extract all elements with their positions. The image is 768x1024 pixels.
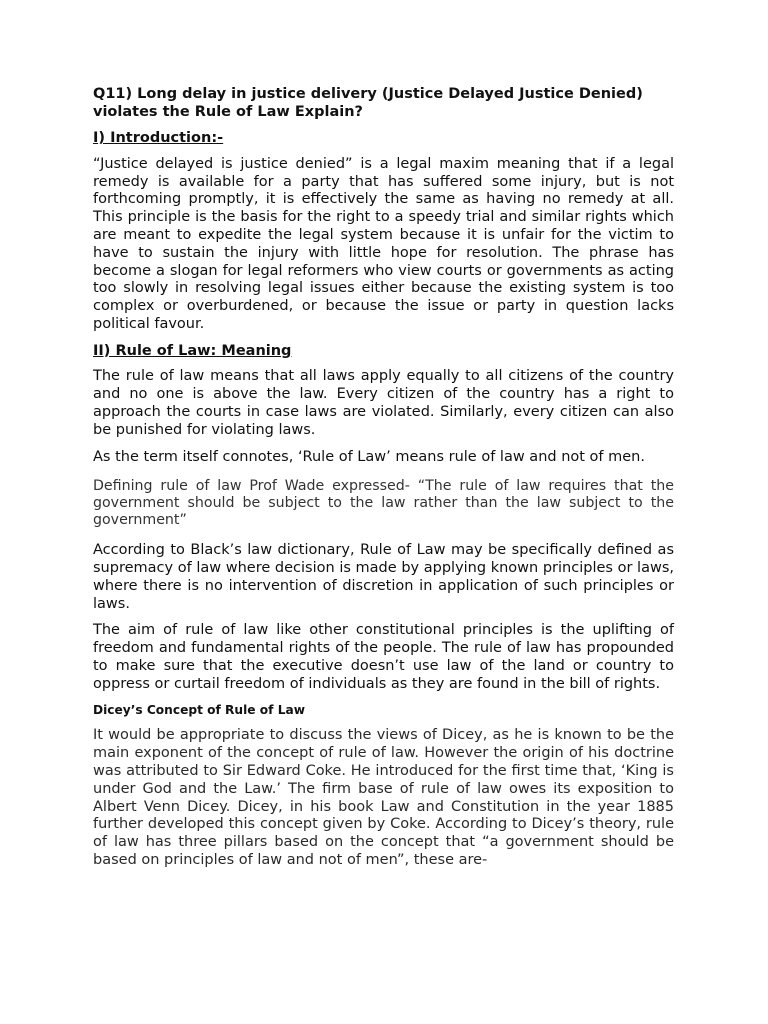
document-page: [93, 86, 674, 879]
rule-of-law-paragraph-1: The rule of law means that all laws apply equally to all citizens of the country and no one is above the law. Every citizen of the country has a right to approach the courts in case laws are violated. Similarly, every citizen can also be punished for violating laws.: [93, 368, 674, 438]
section-heading-rule-of-law-meaning: II) Rule of Law: Meaning: [93, 342, 292, 359]
dicey-concept-paragraph: It would be appropriate to discuss the views of Dicey, as he is known to be the main exponent of the concept of rule of law. However the origin of his doctrine was attributed to Sir Edward Coke. He introduced for the first time that, ‘King is under God and the Law.’ The firm base of rule of law owes its exposition to Albert Venn Dicey. Dicey, in his book Law and Constitution in the year 1885 further developed this concept given by Coke. According to Dicey’s theory, rule of law has three pillars based on the concept that “a government should be based on principles of law and not of men”, these are-: [93, 727, 674, 869]
blacks-dictionary-paragraph: According to Black’s law dictionary, Rule of Law may be specifically defined as supremacy of law where decision is made by applying known principles or laws, where there is no intervention of discretion in application of such principles or laws.: [93, 542, 674, 612]
dicey-concept-heading: Dicey’s Concept of Rule of Law: [93, 703, 305, 718]
introduction-paragraph: “Justice delayed is justice denied” is a legal maxim meaning that if a legal remedy is available for a party that has suffered some injury, but is not forthcoming promptly, it is effectively the same as having no remedy at all. This principle is the basis for the right to a speedy trial and similar rights which are meant to expedite the legal system because it is unfair for the victim to have to sustain the injury with little hope for resolution. The phrase has become a slogan for legal reformers who view courts or governments as acting too slowly in resolving legal issues either because the existing system is too complex or overburdened, or because the issue or party in question lacks political favour.: [93, 155, 674, 332]
wade-definition-paragraph: Defining rule of law Prof Wade expressed- “The rule of law requires that the government should be subject to the law rather than the law subject to the government”: [93, 478, 674, 528]
rule-of-law-paragraph-2: As the term itself connotes, ‘Rule of Law’ means rule of law and not of men.: [93, 448, 645, 465]
aim-of-rule-of-law-paragraph: The aim of rule of law like other constitutional principles is the uplifting of freedom and fundamental rights of the people. The rule of law has propounded to make sure that the executive doesn’t use law of the land or country to oppress or curtail freedom of individuals as they are found in the bill of rights.: [93, 622, 674, 692]
question-title: Q11) Long delay in justice delivery (Justice Delayed Justice Denied) violates the Rule of Law Explain?: [93, 86, 643, 120]
section-heading-introduction: I) Introduction:-: [93, 130, 224, 147]
